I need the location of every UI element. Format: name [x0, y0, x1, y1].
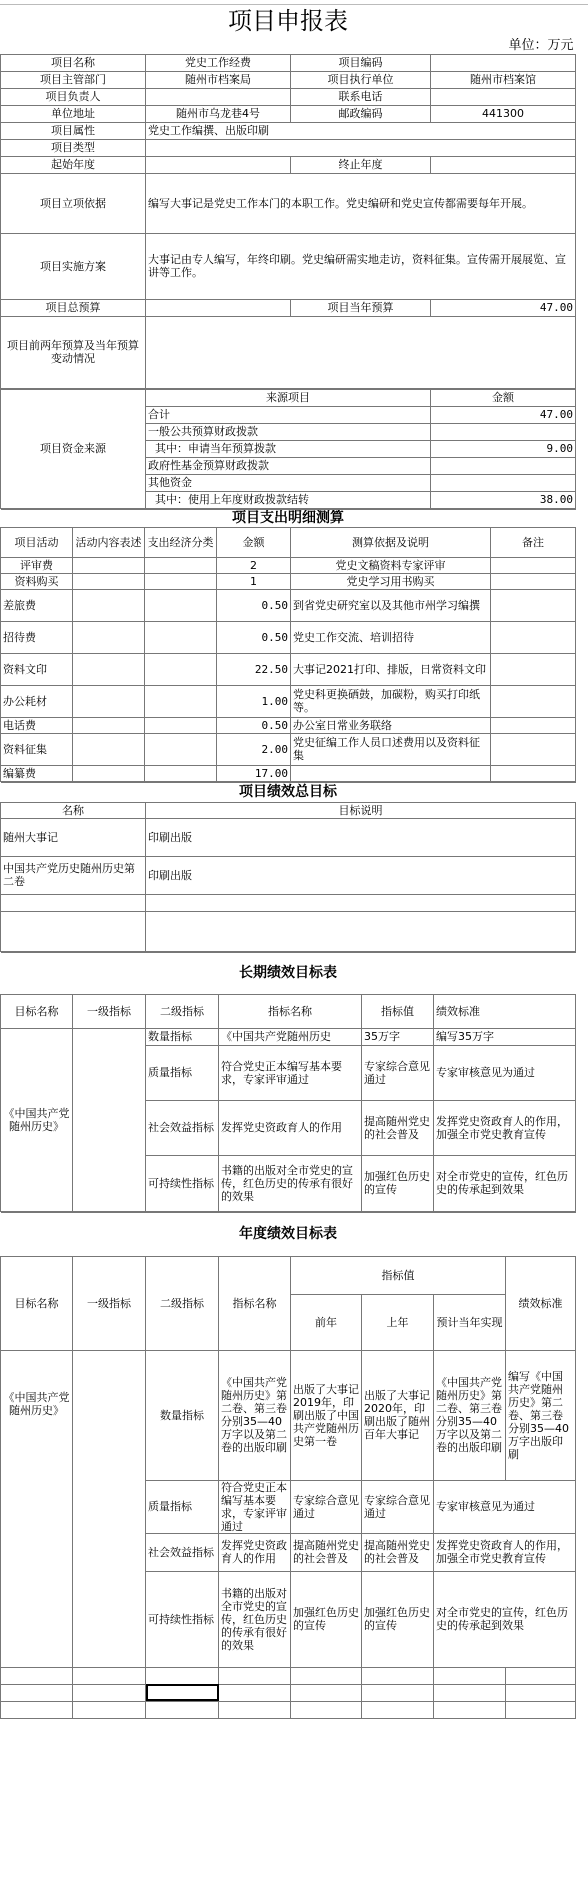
expense-category[interactable] — [145, 717, 217, 733]
project-name-label: 项目名称 — [1, 54, 146, 71]
page-title: 项目申报表 — [228, 6, 348, 35]
funding-row-amount[interactable]: 9.00 — [431, 440, 576, 457]
expense-amount[interactable]: 2 — [217, 557, 291, 573]
long-term-lvl2[interactable]: 社会效益指标 — [146, 1100, 219, 1155]
expense-basis[interactable]: 到省党史研究室以及其他市州学习编撰 — [291, 589, 491, 621]
phone-cell[interactable] — [431, 88, 576, 105]
annual-title: 年度绩效目标表 — [1, 1212, 576, 1256]
annual-name[interactable]: 书籍的出版对全市党史的宣传，红色历史的传承有很好的效果 — [219, 1571, 291, 1667]
empty-cell[interactable] — [291, 1667, 362, 1684]
funding-row-name: 其中：使用上年度财政拨款结转 — [146, 491, 431, 508]
annual-std[interactable]: 编写《中国共产党随州历史》第二卷、第三卷 分别35—40万字出版印刷 — [506, 1350, 576, 1480]
expense-amount[interactable]: 0.50 — [217, 621, 291, 653]
funding-row-amount[interactable] — [431, 457, 576, 474]
expense-note[interactable] — [491, 765, 576, 781]
change-label: 项目前两年预算及当年预算变动情况 — [1, 316, 146, 388]
perf-summary-title: 项目绩效总目标 — [1, 782, 576, 802]
empty-cell[interactable] — [362, 1701, 434, 1718]
funding-row-name: 其中：申请当年预算拨款 — [146, 440, 431, 457]
annual-lvl1[interactable] — [73, 1350, 146, 1667]
project-code-cell[interactable] — [431, 54, 576, 71]
empty-cell[interactable] — [291, 1684, 362, 1701]
expense-note[interactable] — [491, 717, 576, 733]
basis-cell[interactable]: 编写大事记是党史工作本门的本职工作。党史编研和党史宣传都需要每年开展。 — [146, 173, 576, 233]
expense-note[interactable] — [491, 557, 576, 573]
perf-summary-name[interactable]: 中国共产党历史随州历史第二卷 — [1, 856, 146, 894]
expense-content[interactable] — [73, 733, 145, 765]
empty-cell[interactable] — [146, 1701, 219, 1718]
annual-prev2[interactable]: 出版了大事记2019年，印刷出版了中国共产党随州历史第一卷 — [291, 1350, 362, 1480]
annual-prev2[interactable]: 提高随州党史的社会普及 — [291, 1533, 362, 1571]
long-term-name[interactable]: 发挥党史资政育人的作用 — [219, 1100, 362, 1155]
funding-source-header: 来源项目 — [146, 389, 431, 406]
expense-basis[interactable]: 党史学习用书购买 — [291, 573, 491, 589]
funding-row-name: 其他资金 — [146, 474, 431, 491]
type-label: 项目类型 — [1, 139, 146, 156]
expense-basis[interactable] — [291, 765, 491, 781]
expense-header: 支出经济分类 — [145, 527, 217, 557]
postcode-label: 邮政编码 — [291, 105, 431, 122]
expense-amount[interactable]: 1 — [217, 573, 291, 589]
expense-activity[interactable]: 资料征集 — [1, 733, 73, 765]
annual-name[interactable]: 符合党史正本编写基本要求，专家评审通过 — [219, 1480, 291, 1533]
exec-unit-cell[interactable]: 随州市档案馆 — [431, 71, 576, 88]
annual-header: 二级指标 — [146, 1256, 219, 1350]
long-term-lvl2[interactable]: 数量指标 — [146, 1028, 219, 1045]
empty-cell[interactable] — [362, 1684, 434, 1701]
expense-content[interactable] — [73, 621, 145, 653]
expense-amount[interactable]: 0.50 — [217, 589, 291, 621]
start-cell[interactable] — [146, 156, 291, 173]
unit-label: 单位：万元 — [508, 38, 574, 54]
expense-header: 活动内容表述 — [73, 527, 145, 557]
expense-table — [0, 509, 576, 782]
expense-header: 金额 — [217, 527, 291, 557]
empty-cell[interactable] — [506, 1701, 576, 1718]
annual-prev1[interactable]: 出版了大事记2020年，印刷出版了随州百年大事记 — [362, 1350, 434, 1480]
project-code-label: 项目编码 — [291, 54, 431, 71]
perf-summary-desc-header: 目标说明 — [146, 802, 576, 818]
funding-row-amount[interactable] — [431, 474, 576, 491]
expense-activity[interactable]: 差旅费 — [1, 589, 73, 621]
funding-row-name: 合计 — [146, 406, 431, 423]
annual-cur[interactable]: 对全市党史的宣传，红色历史的传承起到效果 — [434, 1571, 576, 1667]
empty-cell[interactable] — [146, 894, 576, 911]
expense-content[interactable] — [73, 653, 145, 685]
empty-cell[interactable] — [1, 1667, 73, 1684]
funding-row-amount[interactable]: 38.00 — [431, 491, 576, 508]
funding-row-name: 一般公共预算财政拨款 — [146, 423, 431, 440]
annual-table — [0, 1212, 576, 1719]
funding-row-amount[interactable]: 47.00 — [431, 406, 576, 423]
expense-basis[interactable]: 大事记2021打印、排版，日常资料文印 — [291, 653, 491, 685]
plan-label: 项目实施方案 — [1, 233, 146, 299]
expense-activity[interactable]: 电话费 — [1, 717, 73, 733]
expense-note[interactable] — [491, 589, 576, 621]
long-term-name[interactable]: 《中国共产党随州历史 — [219, 1028, 362, 1045]
empty-cell[interactable] — [506, 1667, 576, 1684]
perf-summary-name[interactable]: 随州大事记 — [1, 818, 146, 856]
funding-row-name: 政府性基金预算财政拨款 — [146, 457, 431, 474]
empty-cell[interactable] — [1, 1701, 73, 1718]
postcode-cell[interactable]: 441300 — [431, 105, 576, 122]
expense-content[interactable] — [73, 765, 145, 781]
dept-cell[interactable]: 随州市档案局 — [146, 71, 291, 88]
exec-unit-label: 项目执行单位 — [291, 71, 431, 88]
expense-content[interactable] — [73, 717, 145, 733]
annual-lvl2[interactable]: 质量指标 — [146, 1480, 219, 1533]
long-term-lvl2[interactable]: 质量指标 — [146, 1045, 219, 1100]
long-term-header: 指标名称 — [219, 994, 362, 1028]
total-budget-label: 项目总预算 — [1, 299, 146, 316]
annual-header: 指标名称 — [219, 1256, 291, 1350]
year-budget-label: 项目当年预算 — [291, 299, 431, 316]
empty-cell[interactable] — [219, 1701, 291, 1718]
expense-basis[interactable]: 党史征编工作人员口述费用以及资料征集 — [291, 733, 491, 765]
empty-cell[interactable] — [146, 1667, 219, 1684]
expense-amount[interactable]: 2.00 — [217, 733, 291, 765]
expense-category[interactable] — [145, 557, 217, 573]
expense-content[interactable] — [73, 573, 145, 589]
expense-header: 项目活动 — [1, 527, 73, 557]
expense-content[interactable] — [73, 685, 145, 717]
attr-cell[interactable]: 党史工作编撰、出版印刷 — [146, 122, 576, 139]
expense-category[interactable] — [145, 621, 217, 653]
annual-prev2[interactable]: 专家综合意见通过 — [291, 1480, 362, 1533]
project-name-cell[interactable]: 党史工作经费 — [146, 54, 291, 71]
perf-summary-desc[interactable]: 印刷出版 — [146, 856, 576, 894]
empty-cell[interactable] — [362, 1667, 434, 1684]
long-term-header: 二级指标 — [146, 994, 219, 1028]
expense-activity[interactable]: 办公耗材 — [1, 685, 73, 717]
expense-content[interactable] — [73, 589, 145, 621]
expense-header: 备注 — [491, 527, 576, 557]
project-info-table — [0, 4, 576, 389]
expense-category[interactable] — [145, 589, 217, 621]
long-term-value[interactable]: 提高随州党史的社会普及 — [362, 1100, 434, 1155]
dept-label: 项目主管部门 — [1, 71, 146, 88]
expense-category[interactable] — [145, 653, 217, 685]
empty-cell[interactable] — [1, 894, 146, 911]
total-budget-cell[interactable] — [146, 299, 291, 316]
end-label: 终止年度 — [291, 156, 431, 173]
annual-cur[interactable]: 发挥党史资政育人的作用，加强全市党史教育宣传 — [434, 1533, 576, 1571]
change-cell[interactable] — [146, 316, 576, 388]
attr-label: 项目属性 — [1, 122, 146, 139]
address-cell[interactable]: 随州市乌龙巷4号 — [146, 105, 291, 122]
long-term-std[interactable]: 发挥党史资政育人的作用，加强全市党史教育宣传 — [434, 1100, 576, 1155]
annual-header: 前年 — [291, 1294, 362, 1350]
expense-basis[interactable]: 党史文稿资料专家评审 — [291, 557, 491, 573]
long-term-value[interactable]: 35万字 — [362, 1028, 434, 1045]
expense-basis[interactable]: 党史科更换硒鼓，加碳粉，购买打印纸等。 — [291, 685, 491, 717]
long-term-name[interactable]: 书籍的出版对全市党史的宣传，红色历史的传承有很好的效果 — [219, 1155, 362, 1211]
expense-basis[interactable]: 办公室日常业务联络 — [291, 717, 491, 733]
empty-cell[interactable] — [146, 911, 576, 951]
end-cell[interactable] — [431, 156, 576, 173]
expense-amount[interactable]: 1.00 — [217, 685, 291, 717]
long-term-lvl1[interactable] — [73, 1028, 146, 1211]
leader-cell[interactable] — [146, 88, 291, 105]
annual-prev1[interactable]: 专家综合意见通过 — [362, 1480, 434, 1533]
expense-category[interactable] — [145, 733, 217, 765]
expense-title: 项目支出明细测算 — [1, 509, 576, 527]
leader-label: 项目负责人 — [1, 88, 146, 105]
long-term-header: 指标值 — [362, 994, 434, 1028]
empty-cell[interactable] — [219, 1667, 291, 1684]
empty-cell[interactable] — [434, 1667, 506, 1684]
empty-cell[interactable] — [506, 1684, 576, 1701]
annual-header: 上年 — [362, 1294, 434, 1350]
plan-cell[interactable]: 大事记由专人编写，年终印刷。党史编研需实地走访，资料征集。宣传需开展展览、宣讲等工作。 — [146, 233, 576, 299]
annual-lvl2[interactable]: 数量指标 — [146, 1350, 219, 1480]
annual-prev1[interactable]: 加强红色历史的宣传 — [362, 1571, 434, 1667]
perf-summary-desc[interactable]: 印刷出版 — [146, 818, 576, 856]
annual-name[interactable]: 《中国共产党随州历史》第二卷、第三卷 分别35—40万字以及第二卷的出版印刷 — [219, 1350, 291, 1480]
expense-activity[interactable]: 评审费 — [1, 557, 73, 573]
expense-content[interactable] — [73, 557, 145, 573]
annual-header: 绩效标准 — [506, 1256, 576, 1350]
empty-cell[interactable] — [73, 1701, 146, 1718]
expense-activity[interactable]: 编纂费 — [1, 765, 73, 781]
empty-cell[interactable] — [219, 1684, 291, 1701]
annual-prev1[interactable]: 提高随州党史的社会普及 — [362, 1533, 434, 1571]
basis-label: 项目立项依据 — [1, 173, 146, 233]
long-term-table — [0, 952, 576, 1212]
expense-amount[interactable]: 17.00 — [217, 765, 291, 781]
long-term-target[interactable]: 《中国共产党随州历史》 — [1, 1028, 73, 1211]
annual-lvl2[interactable]: 可持续性指标 — [146, 1571, 219, 1667]
long-term-std[interactable]: 编写35万字 — [434, 1028, 576, 1045]
selected-cell[interactable] — [146, 1684, 219, 1701]
annual-name[interactable]: 发挥党史资政育人的作用 — [219, 1533, 291, 1571]
address-label: 单位地址 — [1, 105, 146, 122]
annual-cur[interactable]: 专家审核意见为通过 — [434, 1480, 576, 1533]
expense-note[interactable] — [491, 733, 576, 765]
funding-table — [0, 389, 576, 509]
expense-activity[interactable]: 资料文印 — [1, 653, 73, 685]
expense-note[interactable] — [491, 653, 576, 685]
phone-label: 联系电话 — [291, 88, 431, 105]
annual-target[interactable]: 《中国共产党随州历史》 — [1, 1350, 73, 1667]
perf-summary-table — [0, 782, 576, 952]
expense-category[interactable] — [145, 765, 217, 781]
long-term-name[interactable]: 符合党史正本编写基本要求，专家评审通过 — [219, 1045, 362, 1100]
long-term-value[interactable]: 加强红色历史的宣传 — [362, 1155, 434, 1211]
long-term-header: 一级指标 — [73, 994, 146, 1028]
long-term-value[interactable]: 专家综合意见通过 — [362, 1045, 434, 1100]
long-term-std[interactable]: 对全市党史的宣传，红色历史的传承起到效果 — [434, 1155, 576, 1211]
annual-cur[interactable]: 《中国共产党随州历史》第二卷、第三卷 分别35—40万字以及第二卷的出版印刷 — [434, 1350, 506, 1480]
type-cell[interactable] — [146, 139, 576, 156]
start-label: 起始年度 — [1, 156, 146, 173]
expense-note[interactable] — [491, 621, 576, 653]
empty-cell[interactable] — [434, 1701, 506, 1718]
perf-summary-name-header: 名称 — [1, 802, 146, 818]
annual-header: 一级指标 — [73, 1256, 146, 1350]
annual-lvl2[interactable]: 社会效益指标 — [146, 1533, 219, 1571]
expense-basis[interactable]: 党史工作交流、培训招待 — [291, 621, 491, 653]
annual-header: 目标名称 — [1, 1256, 73, 1350]
long-term-title: 长期绩效目标表 — [1, 952, 576, 994]
long-term-lvl2[interactable]: 可持续性指标 — [146, 1155, 219, 1211]
expense-category[interactable] — [145, 573, 217, 589]
funding-amount-header: 金额 — [431, 389, 576, 406]
expense-amount[interactable]: 22.50 — [217, 653, 291, 685]
long-term-header: 绩效标准 — [434, 994, 576, 1028]
empty-cell[interactable] — [1, 911, 146, 951]
annual-header: 预计当年实现 — [434, 1294, 506, 1350]
expense-note[interactable] — [491, 573, 576, 589]
long-term-std[interactable]: 专家审核意见为通过 — [434, 1045, 576, 1100]
funding-row-amount[interactable] — [431, 423, 576, 440]
year-budget-cell[interactable]: 47.00 — [431, 299, 576, 316]
expense-amount[interactable]: 0.50 — [217, 717, 291, 733]
expense-note[interactable] — [491, 685, 576, 717]
annual-prev2[interactable]: 加强红色历史的宣传 — [291, 1571, 362, 1667]
expense-category[interactable] — [145, 685, 217, 717]
empty-cell[interactable] — [291, 1701, 362, 1718]
funding-label: 项目资金来源 — [1, 389, 146, 508]
empty-cell[interactable] — [1, 1684, 73, 1701]
empty-cell[interactable] — [73, 1667, 146, 1684]
annual-header: 指标值 — [291, 1256, 506, 1294]
expense-activity[interactable]: 招待费 — [1, 621, 73, 653]
empty-cell[interactable] — [434, 1684, 506, 1701]
long-term-header: 目标名称 — [1, 994, 73, 1028]
expense-activity[interactable]: 资料购买 — [1, 573, 73, 589]
expense-header: 测算依据及说明 — [291, 527, 491, 557]
empty-cell[interactable] — [73, 1684, 146, 1701]
